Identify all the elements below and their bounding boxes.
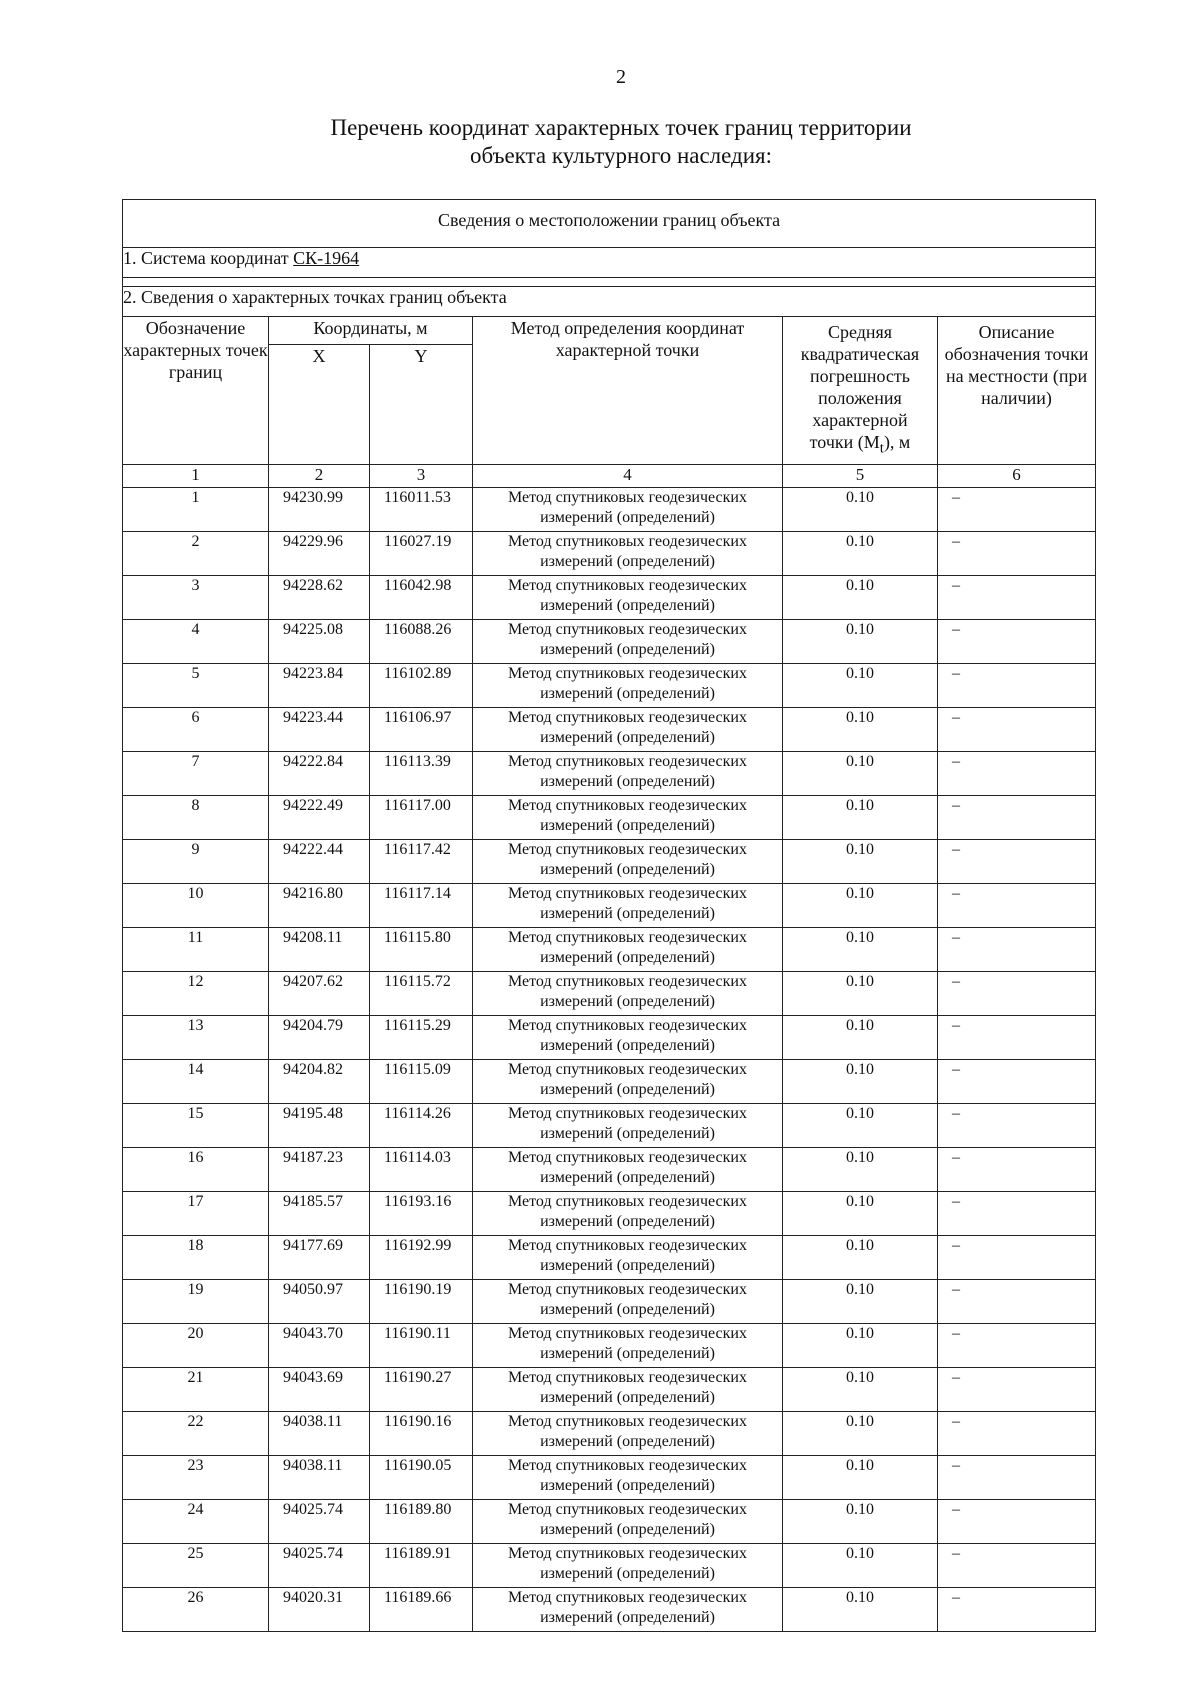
error-cell: 0.10 [783,1499,938,1543]
x-coordinate-cell: 94204.79 [269,1015,370,1059]
section-title: Сведения о местоположении границ объекта [123,200,1096,248]
error-cell: 0.10 [783,1411,938,1455]
method-cell: Метод спутниковых геодезических измерений (определений) [473,1103,783,1147]
y-coordinate-cell: 116117.00 [370,795,473,839]
description-cell: – [938,619,1096,663]
x-coordinate-cell: 94208.11 [269,927,370,971]
error-cell: 0.10 [783,1235,938,1279]
method-cell: Метод спутниковых геодезических измерений (определений) [473,1367,783,1411]
method-cell: Метод спутниковых геодезических измерений (определений) [473,839,783,883]
y-coordinate-cell: 116190.11 [370,1323,473,1367]
description-cell: – [938,487,1096,531]
x-coordinate-cell: 94038.11 [269,1455,370,1499]
y-coordinate-cell: 116190.16 [370,1411,473,1455]
x-coordinate-cell: 94207.62 [269,971,370,1015]
error-cell: 0.10 [783,795,938,839]
table-row [123,1411,1096,1455]
description-cell: – [938,1103,1096,1147]
point-id-cell: 20 [123,1323,269,1367]
error-cell: 0.10 [783,707,938,751]
y-coordinate-cell: 116115.80 [370,927,473,971]
points-section-row [123,287,1096,317]
y-coordinate-cell: 116106.97 [370,707,473,751]
column-number: 6 [938,464,1096,487]
x-coordinate-cell: 94038.11 [269,1411,370,1455]
y-coordinate-cell: 116115.72 [370,971,473,1015]
method-cell: Метод спутниковых геодезических измерений (определений) [473,1015,783,1059]
boundary-points-table [122,199,1096,1632]
x-coordinate-cell: 94230.99 [269,487,370,531]
point-id-cell: 1 [123,487,269,531]
error-cell: 0.10 [783,1367,938,1411]
header-x: X [269,345,370,464]
method-cell: Метод спутниковых геодезических измерений (определений) [473,487,783,531]
point-id-cell: 25 [123,1543,269,1587]
y-coordinate-cell: 116113.39 [370,751,473,795]
x-coordinate-cell: 94225.08 [269,619,370,663]
error-cell: 0.10 [783,1455,938,1499]
description-cell: – [938,1059,1096,1103]
table-row [123,1455,1096,1499]
table-row [123,1015,1096,1059]
table-row [123,883,1096,927]
method-cell: Метод спутниковых геодезических измерений (определений) [473,1235,783,1279]
header-y: Y [370,345,473,464]
table-row [123,1147,1096,1191]
description-cell: – [938,1147,1096,1191]
table-row [123,487,1096,531]
description-cell: – [938,1499,1096,1543]
description-cell: – [938,795,1096,839]
x-coordinate-cell: 94020.31 [269,1587,370,1631]
table-row [123,531,1096,575]
error-cell: 0.10 [783,1191,938,1235]
point-id-cell: 22 [123,1411,269,1455]
error-cell: 0.10 [783,1059,938,1103]
error-cell: 0.10 [783,1543,938,1587]
table-row [123,575,1096,619]
method-cell: Метод спутниковых геодезических измерений (определений) [473,971,783,1015]
point-id-cell: 7 [123,751,269,795]
error-cell: 0.10 [783,487,938,531]
method-cell: Метод спутниковых геодезических измерений (определений) [473,1455,783,1499]
header-error: Средняя квадратическая погрешность положения характерной точки $(M_t)$, м [783,317,938,465]
method-cell: Метод спутниковых геодезических измерений (определений) [473,1279,783,1323]
point-id-cell: 4 [123,619,269,663]
error-cell: 0.10 [783,619,938,663]
header-point-designation: Обозначение характерных точек границ [123,317,269,465]
x-coordinate-cell: 94185.57 [269,1191,370,1235]
point-id-cell: 15 [123,1103,269,1147]
point-id-cell: 10 [123,883,269,927]
description-cell: – [938,971,1096,1015]
method-cell: Метод спутниковых геодезических измерений (определений) [473,531,783,575]
description-cell: – [938,1367,1096,1411]
table-row [123,1059,1096,1103]
error-cell: 0.10 [783,1279,938,1323]
coord-system-cell [123,248,1096,278]
x-coordinate-cell: 94043.69 [269,1367,370,1411]
y-coordinate-cell: 116192.99 [370,1235,473,1279]
error-cell: 0.10 [783,1015,938,1059]
column-numbers-row [123,464,1096,487]
y-coordinate-cell: 116190.05 [370,1455,473,1499]
point-id-cell: 17 [123,1191,269,1235]
column-number: 2 [269,464,370,487]
error-cell: 0.10 [783,663,938,707]
error-cell: 0.10 [783,1147,938,1191]
error-cell: 0.10 [783,531,938,575]
method-cell: Метод спутниковых геодезических измерений (определений) [473,619,783,663]
x-coordinate-cell: 94223.84 [269,663,370,707]
x-coordinate-cell: 94043.70 [269,1323,370,1367]
description-cell: – [938,1235,1096,1279]
error-cell: 0.10 [783,839,938,883]
x-coordinate-cell: 94187.23 [269,1147,370,1191]
points-section-label: 2. Сведения о характерных точках границ объекта [123,287,1096,317]
description-cell: – [938,1015,1096,1059]
y-coordinate-cell: 116114.03 [370,1147,473,1191]
header-method: Метод определения координат характерной точки [473,317,783,465]
description-cell: – [938,1543,1096,1587]
column-number: 1 [123,464,269,487]
y-coordinate-cell: 116190.19 [370,1279,473,1323]
table-row [123,1367,1096,1411]
description-cell: – [938,531,1096,575]
x-coordinate-cell: 94025.74 [269,1499,370,1543]
point-id-cell: 3 [123,575,269,619]
method-cell: Метод спутниковых геодезических измерений (определений) [473,1059,783,1103]
method-cell: Метод спутниковых геодезических измерений (определений) [473,1543,783,1587]
y-coordinate-cell: 116114.26 [370,1103,473,1147]
y-coordinate-cell: 116117.42 [370,839,473,883]
method-cell: Метод спутниковых геодезических измерений (определений) [473,1587,783,1631]
point-id-cell: 21 [123,1367,269,1411]
error-cell: 0.10 [783,1587,938,1631]
point-id-cell: 11 [123,927,269,971]
point-id-cell: 14 [123,1059,269,1103]
document-title-line-1: Перечень координат характерных точек границ территории [330,115,912,140]
document-title-line-2: объекта культурного наследия: [469,143,773,168]
y-coordinate-cell: 116115.29 [370,1015,473,1059]
table-row [123,1499,1096,1543]
description-cell: – [938,1323,1096,1367]
table-row [123,619,1096,663]
method-cell: Метод спутниковых геодезических измерений (определений) [473,1191,783,1235]
point-id-cell: 18 [123,1235,269,1279]
description-cell: – [938,663,1096,707]
error-cell: 0.10 [783,751,938,795]
point-id-cell: 13 [123,1015,269,1059]
x-coordinate-cell: 94229.96 [269,531,370,575]
point-id-cell: 2 [123,531,269,575]
table-row [123,1279,1096,1323]
y-coordinate-cell: 116193.16 [370,1191,473,1235]
table-row [123,971,1096,1015]
column-number: 4 [473,464,783,487]
description-cell: – [938,1411,1096,1455]
coord-system-value: СК-1964 [293,248,360,268]
table-row [123,751,1096,795]
method-cell: Метод спутниковых геодезических измерений (определений) [473,1499,783,1543]
point-id-cell: 9 [123,839,269,883]
description-cell: – [938,1191,1096,1235]
y-coordinate-cell: 116102.89 [370,663,473,707]
x-coordinate-cell: 94025.74 [269,1543,370,1587]
x-coordinate-cell: 94223.44 [269,707,370,751]
table-row [123,707,1096,751]
x-coordinate-cell: 94216.80 [269,883,370,927]
y-coordinate-cell: 116190.27 [370,1367,473,1411]
table-row [123,1587,1096,1631]
point-id-cell: 6 [123,707,269,751]
x-coordinate-cell: 94195.48 [269,1103,370,1147]
x-coordinate-cell: 94177.69 [269,1235,370,1279]
description-cell: – [938,927,1096,971]
point-id-cell: 16 [123,1147,269,1191]
error-cell: 0.10 [783,883,938,927]
x-coordinate-cell: 94204.82 [269,1059,370,1103]
error-cell: 0.10 [783,575,938,619]
error-cell: 0.10 [783,1103,938,1147]
method-cell: Метод спутниковых геодезических измерений (определений) [473,883,783,927]
column-number: 5 [783,464,938,487]
point-id-cell: 12 [123,971,269,1015]
method-cell: Метод спутниковых геодезических измерений (определений) [473,1147,783,1191]
x-coordinate-cell: 94228.62 [269,575,370,619]
description-cell: – [938,1279,1096,1323]
y-coordinate-cell: 116189.91 [370,1543,473,1587]
x-coordinate-cell: 94222.84 [269,751,370,795]
description-cell: – [938,1455,1096,1499]
table-row [123,1235,1096,1279]
coord-system-row [123,248,1096,278]
y-coordinate-cell: 116042.98 [370,575,473,619]
x-coordinate-cell: 94222.44 [269,839,370,883]
description-cell: – [938,707,1096,751]
y-coordinate-cell: 116115.09 [370,1059,473,1103]
method-cell: Метод спутниковых геодезических измерений (определений) [473,707,783,751]
column-number: 3 [370,464,473,487]
y-coordinate-cell: 116189.66 [370,1587,473,1631]
header-coordinates: Координаты, м [269,317,473,345]
y-coordinate-cell: 116027.19 [370,531,473,575]
description-cell: – [938,751,1096,795]
x-coordinate-cell: 94050.97 [269,1279,370,1323]
point-id-cell: 24 [123,1499,269,1543]
description-cell: – [938,575,1096,619]
page-number: 2 [616,66,626,88]
point-id-cell: 23 [123,1455,269,1499]
header-description: Описание обозначения точки на местности (при наличии) [938,317,1096,465]
method-cell: Метод спутниковых геодезических измерений (определений) [473,663,783,707]
description-cell: – [938,1587,1096,1631]
table-row [123,839,1096,883]
point-id-cell: 19 [123,1279,269,1323]
y-coordinate-cell: 116189.80 [370,1499,473,1543]
error-cell: 0.10 [783,971,938,1015]
point-id-cell: 8 [123,795,269,839]
method-cell: Метод спутниковых геодезических измерений (определений) [473,575,783,619]
table-row [123,663,1096,707]
table-row [123,1191,1096,1235]
y-coordinate-cell: 116117.14 [370,883,473,927]
coord-system-label: 1. Система координат [123,248,294,268]
table-row [123,927,1096,971]
method-cell: Метод спутниковых геодезических измерений (определений) [473,751,783,795]
table-row [123,1323,1096,1367]
table-row [123,1543,1096,1587]
x-coordinate-cell: 94222.49 [269,795,370,839]
point-id-cell: 26 [123,1587,269,1631]
method-cell: Метод спутниковых геодезических измерений (определений) [473,1411,783,1455]
table-row [123,795,1096,839]
error-cell: 0.10 [783,1323,938,1367]
description-cell: – [938,883,1096,927]
section-title-row [123,200,1096,248]
header-row-1 [123,317,1096,345]
y-coordinate-cell: 116011.53 [370,487,473,531]
error-cell: 0.10 [783,927,938,971]
method-cell: Метод спутниковых геодезических измерений (определений) [473,927,783,971]
method-cell: Метод спутниковых геодезических измерений (определений) [473,795,783,839]
description-cell: – [938,839,1096,883]
document-title [0,114,1200,170]
y-coordinate-cell: 116088.26 [370,619,473,663]
method-cell: Метод спутниковых геодезических измерений (определений) [473,1323,783,1367]
table-row [123,1103,1096,1147]
point-id-cell: 5 [123,663,269,707]
